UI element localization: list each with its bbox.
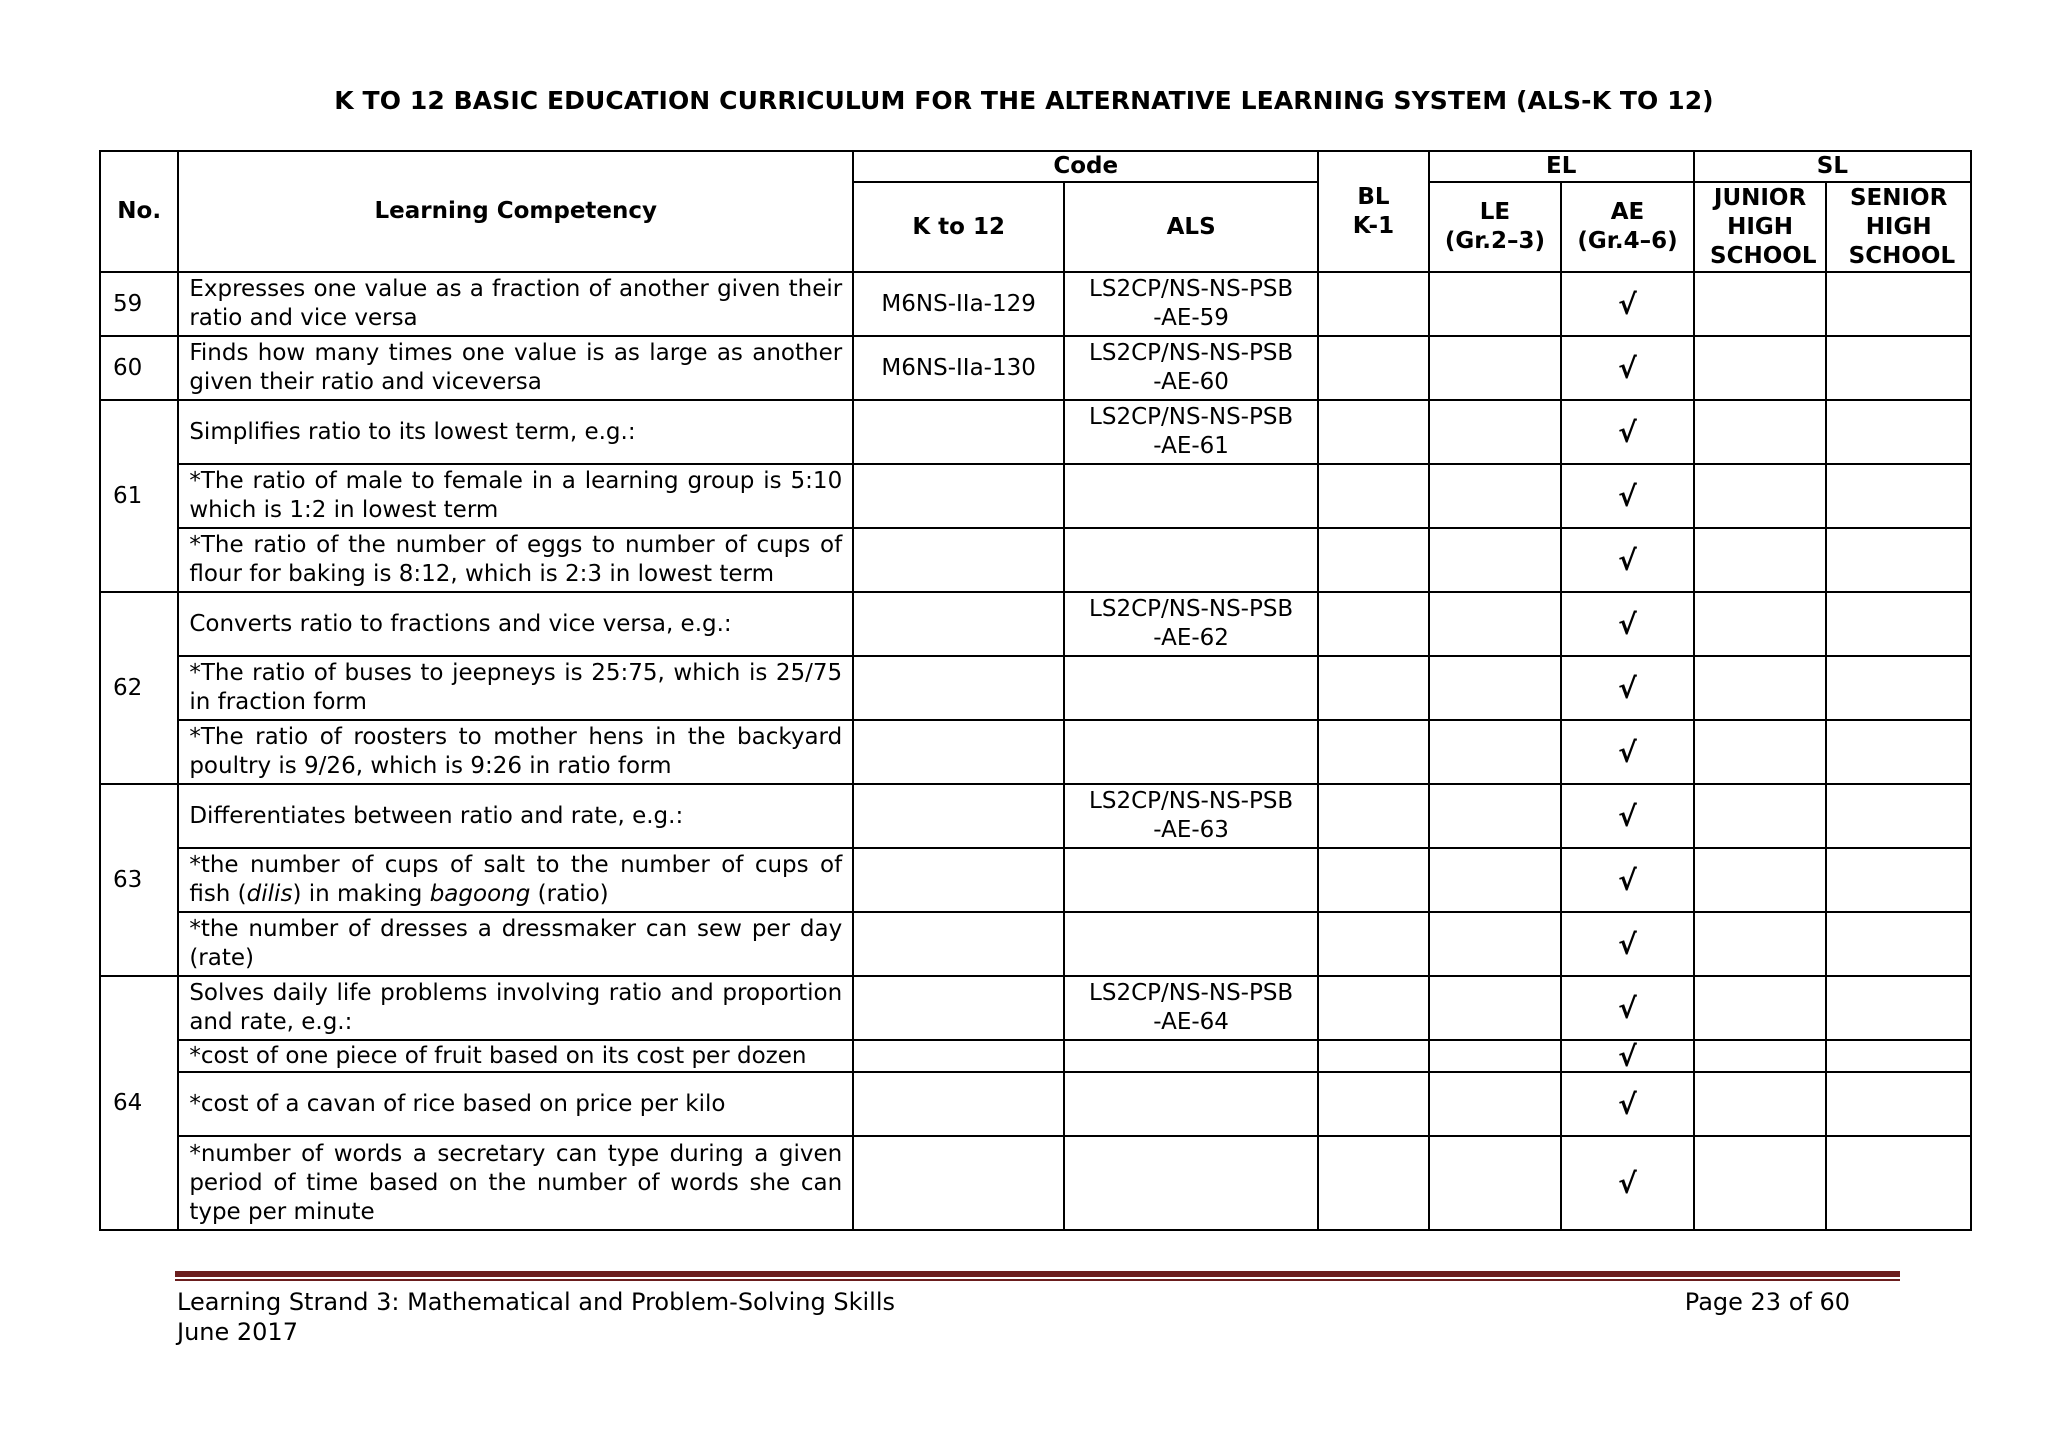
competency-cell: *the number of dresses a dressmaker can sew per day (rate) xyxy=(178,912,853,976)
competency-cell: *number of words a secretary can type during a given period of time based on the number of words she can type per minute xyxy=(178,1136,853,1230)
bl-cell xyxy=(1318,784,1428,848)
table-row xyxy=(100,656,1971,720)
le-cell xyxy=(1429,528,1562,592)
ae-check-mark: √ xyxy=(1561,848,1694,912)
header-jhs-text: JUNIOR HIGH SCHOOL xyxy=(1710,184,1817,269)
k12-code-cell xyxy=(853,848,1064,912)
competency-cell: Solves daily life problems involving ratio and proportion and rate, e.g.: xyxy=(178,976,853,1040)
shs-cell xyxy=(1826,1040,1971,1072)
row-number: 60 xyxy=(100,336,178,400)
als-code-cell xyxy=(1064,464,1318,528)
table-row xyxy=(100,464,1971,528)
header-competency: Learning Competency xyxy=(178,151,853,272)
als-code: LS2CP/NS-NS-PSB-AE-62 xyxy=(1089,596,1294,651)
shs-cell xyxy=(1826,592,1971,656)
jhs-cell xyxy=(1694,272,1827,336)
k12-code-cell xyxy=(853,1072,1064,1136)
jhs-cell xyxy=(1694,464,1827,528)
le-cell xyxy=(1429,592,1562,656)
shs-cell xyxy=(1826,848,1971,912)
table-row xyxy=(100,336,1971,400)
bl-cell xyxy=(1318,912,1428,976)
competency-cell: Simplifies ratio to its lowest term, e.g.: xyxy=(178,400,853,464)
als-code-cell xyxy=(1064,720,1318,784)
bl-cell xyxy=(1318,1072,1428,1136)
footer-left xyxy=(177,1287,895,1347)
footer-page-number: Page 23 of 60 xyxy=(1684,1288,1850,1316)
k12-code-cell xyxy=(853,976,1064,1040)
als-code-cell xyxy=(1064,976,1318,1040)
shs-cell xyxy=(1826,528,1971,592)
footer-strand: Learning Strand 3: Mathematical and Problem-Solving Skills xyxy=(177,1288,895,1316)
header-le-text: LE (Gr.2–3) xyxy=(1444,199,1546,254)
competency-cell: Converts ratio to fractions and vice versa, e.g.: xyxy=(178,592,853,656)
competency-text xyxy=(189,851,842,909)
table-row xyxy=(100,912,1971,976)
shs-cell xyxy=(1826,464,1971,528)
competency-term: dilis xyxy=(246,881,293,907)
bl-cell xyxy=(1318,464,1428,528)
ae-check-mark: √ xyxy=(1561,272,1694,336)
header-code: Code xyxy=(853,151,1318,182)
competency-text-part: ) in making xyxy=(292,881,430,907)
als-code-cell xyxy=(1064,848,1318,912)
jhs-cell xyxy=(1694,1072,1827,1136)
bl-cell xyxy=(1318,528,1428,592)
als-code-cell xyxy=(1064,400,1318,464)
header-sl: SL xyxy=(1694,151,1971,182)
shs-cell xyxy=(1826,720,1971,784)
bl-cell xyxy=(1318,848,1428,912)
k12-code-cell xyxy=(853,464,1064,528)
bl-cell xyxy=(1318,1040,1428,1072)
le-cell xyxy=(1429,720,1562,784)
als-code-cell xyxy=(1064,1040,1318,1072)
table-row xyxy=(100,1072,1971,1136)
bl-cell xyxy=(1318,720,1428,784)
k12-code-cell xyxy=(853,528,1064,592)
k12-code-cell xyxy=(853,400,1064,464)
header-no: No. xyxy=(100,151,178,272)
als-code-cell xyxy=(1064,336,1318,400)
als-code-cell xyxy=(1064,1136,1318,1230)
competency-cell: *The ratio of the number of eggs to number of cups of flour for baking is 8:12, which is 2:3 in lowest term xyxy=(178,528,853,592)
shs-cell xyxy=(1826,784,1971,848)
jhs-cell xyxy=(1694,528,1827,592)
ae-check-mark: √ xyxy=(1561,528,1694,592)
competency-cell: *The ratio of male to female in a learning group is 5:10 which is 1:2 in lowest term xyxy=(178,464,853,528)
bl-cell xyxy=(1318,592,1428,656)
row-number: 64 xyxy=(100,976,178,1230)
bl-cell xyxy=(1318,1136,1428,1230)
table-row xyxy=(100,528,1971,592)
le-cell xyxy=(1429,912,1562,976)
als-code: LS2CP/NS-NS-PSB-AE-64 xyxy=(1089,980,1294,1035)
als-code: LS2CP/NS-NS-PSB-AE-63 xyxy=(1089,788,1294,843)
header-el: EL xyxy=(1429,151,1694,182)
als-code-cell xyxy=(1064,592,1318,656)
jhs-cell xyxy=(1694,912,1827,976)
competency-text-part: (ratio) xyxy=(530,881,609,907)
k12-code-cell xyxy=(853,784,1064,848)
k12-code-cell xyxy=(853,656,1064,720)
header-jhs xyxy=(1694,182,1827,272)
row-number: 61 xyxy=(100,400,178,592)
le-cell xyxy=(1429,784,1562,848)
bl-cell xyxy=(1318,400,1428,464)
bl-cell xyxy=(1318,272,1428,336)
ae-check-mark: √ xyxy=(1561,976,1694,1040)
jhs-cell xyxy=(1694,1136,1827,1230)
bl-cell xyxy=(1318,976,1428,1040)
le-cell xyxy=(1429,656,1562,720)
curriculum-table xyxy=(99,150,1972,1231)
ae-check-mark: √ xyxy=(1561,912,1694,976)
header-bl xyxy=(1318,151,1428,272)
jhs-cell xyxy=(1694,848,1827,912)
jhs-cell xyxy=(1694,720,1827,784)
ae-check-mark: √ xyxy=(1561,464,1694,528)
le-cell xyxy=(1429,1136,1562,1230)
le-cell xyxy=(1429,272,1562,336)
row-number: 63 xyxy=(100,784,178,976)
header-shs xyxy=(1826,182,1971,272)
ae-check-mark: √ xyxy=(1561,1136,1694,1230)
bl-cell xyxy=(1318,656,1428,720)
competency-term: bagoong xyxy=(429,881,531,907)
shs-cell xyxy=(1826,912,1971,976)
jhs-cell xyxy=(1694,400,1827,464)
k12-code-cell xyxy=(853,1040,1064,1072)
competency-cell: *The ratio of roosters to mother hens in the backyard poultry is 9/26, which is 9:26 in ratio form xyxy=(178,720,853,784)
shs-cell xyxy=(1826,1072,1971,1136)
le-cell xyxy=(1429,400,1562,464)
k12-code-cell: M6NS-IIa-129 xyxy=(853,272,1064,336)
jhs-cell xyxy=(1694,592,1827,656)
competency-cell: *cost of a cavan of rice based on price per kilo xyxy=(178,1072,853,1136)
table-row xyxy=(100,976,1971,1040)
competency-cell: Finds how many times one value is as large as another given their ratio and viceversa xyxy=(178,336,853,400)
shs-cell xyxy=(1826,656,1971,720)
le-cell xyxy=(1429,464,1562,528)
ae-check-mark: √ xyxy=(1561,1072,1694,1136)
jhs-cell xyxy=(1694,336,1827,400)
ae-check-mark: √ xyxy=(1561,592,1694,656)
table-row xyxy=(100,592,1971,656)
k12-code-cell xyxy=(853,592,1064,656)
document-title: K TO 12 BASIC EDUCATION CURRICULUM FOR THE ALTERNATIVE LEARNING SYSTEM (ALS-K TO 12) xyxy=(334,86,1714,115)
als-code-cell xyxy=(1064,912,1318,976)
k12-code-cell: M6NS-IIa-130 xyxy=(853,336,1064,400)
header-ae xyxy=(1561,182,1694,272)
le-cell xyxy=(1429,1040,1562,1072)
als-code: LS2CP/NS-NS-PSB-AE-59 xyxy=(1089,276,1294,331)
als-code-cell xyxy=(1064,272,1318,336)
footer-divider xyxy=(175,1271,1900,1281)
ae-check-mark: √ xyxy=(1561,720,1694,784)
jhs-cell xyxy=(1694,784,1827,848)
shs-cell xyxy=(1826,272,1971,336)
k12-code-cell xyxy=(853,1136,1064,1230)
table-row xyxy=(100,784,1971,848)
competency-cell: *The ratio of buses to jeepneys is 25:75, which is 25/75 in fraction form xyxy=(178,656,853,720)
le-cell xyxy=(1429,1072,1562,1136)
als-code-cell xyxy=(1064,784,1318,848)
als-code-cell xyxy=(1064,1072,1318,1136)
table-row xyxy=(100,1040,1971,1072)
header-bl-text: BL K-1 xyxy=(1352,183,1395,239)
le-cell xyxy=(1429,848,1562,912)
header-k12: K to 12 xyxy=(853,182,1064,272)
competency-cell: *cost of one piece of fruit based on its cost per dozen xyxy=(178,1040,853,1072)
als-code-cell xyxy=(1064,656,1318,720)
ae-check-mark: √ xyxy=(1561,400,1694,464)
table-row xyxy=(100,400,1971,464)
competency-text-part: *the number of cups of salt to the number of cups of fish ( xyxy=(189,852,843,907)
als-code: LS2CP/NS-NS-PSB-AE-60 xyxy=(1089,340,1294,395)
k12-code-cell xyxy=(853,912,1064,976)
jhs-cell xyxy=(1694,656,1827,720)
als-code: LS2CP/NS-NS-PSB-AE-61 xyxy=(1089,404,1294,459)
header-als: ALS xyxy=(1064,182,1318,272)
table-row xyxy=(100,848,1971,912)
table-row xyxy=(100,720,1971,784)
header-shs-text: SENIOR HIGH SCHOOL xyxy=(1848,184,1956,269)
row-number: 59 xyxy=(100,272,178,336)
ae-check-mark: √ xyxy=(1561,656,1694,720)
table-row xyxy=(100,272,1971,336)
competency-cell: Expresses one value as a fraction of another given their ratio and vice versa xyxy=(178,272,853,336)
competency-cell: Differentiates between ratio and rate, e.g.: xyxy=(178,784,853,848)
jhs-cell xyxy=(1694,1040,1827,1072)
shs-cell xyxy=(1826,976,1971,1040)
shs-cell xyxy=(1826,336,1971,400)
bl-cell xyxy=(1318,336,1428,400)
table-row xyxy=(100,1136,1971,1230)
header-le xyxy=(1429,182,1562,272)
als-code-cell xyxy=(1064,528,1318,592)
k12-code-cell xyxy=(853,720,1064,784)
jhs-cell xyxy=(1694,976,1827,1040)
shs-cell xyxy=(1826,1136,1971,1230)
le-cell xyxy=(1429,336,1562,400)
row-number: 62 xyxy=(100,592,178,784)
le-cell xyxy=(1429,976,1562,1040)
shs-cell xyxy=(1826,400,1971,464)
header-ae-text: AE (Gr.4–6) xyxy=(1577,199,1678,254)
ae-check-mark: √ xyxy=(1561,336,1694,400)
footer-date: June 2017 xyxy=(177,1318,298,1346)
ae-check-mark: √ xyxy=(1561,784,1694,848)
competency-cell xyxy=(178,848,853,912)
ae-check-mark: √ xyxy=(1561,1040,1694,1072)
